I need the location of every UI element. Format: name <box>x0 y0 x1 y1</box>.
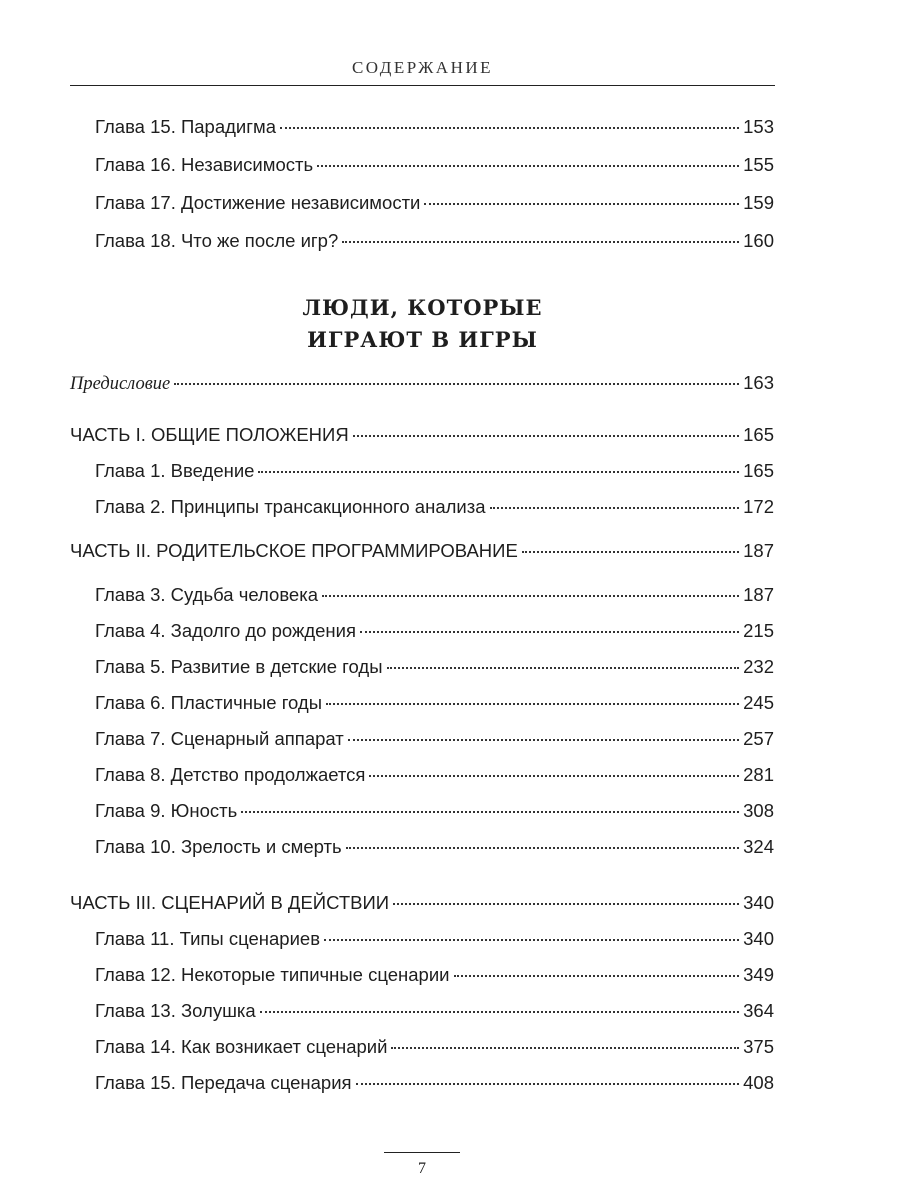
entry-title: Глава 1. Введение <box>95 460 255 481</box>
dot-leader <box>317 165 739 167</box>
dot-leader <box>280 127 739 129</box>
entry-title: Глава 8. Детство продолжается <box>95 764 366 785</box>
dot-leader <box>326 703 739 705</box>
dot-leader <box>391 1047 739 1049</box>
entry-page-number: 155 <box>743 154 774 175</box>
toc-entry-chapter <box>95 192 774 226</box>
book-title <box>70 292 775 356</box>
entry-page-number: 257 <box>743 728 774 749</box>
toc-entry-chapter <box>95 836 774 870</box>
toc-entry-chapter <box>95 620 774 654</box>
entry-page-number: 159 <box>743 192 774 213</box>
entry-page-number: 349 <box>743 964 774 985</box>
entry-page-number: 172 <box>743 496 774 517</box>
entry-title: Глава 15. Парадигма <box>95 116 277 137</box>
dot-leader <box>342 241 739 243</box>
dot-leader <box>387 667 740 669</box>
running-head: СОДЕРЖАНИЕ <box>351 58 494 77</box>
toc-entry-chapter <box>95 154 774 188</box>
toc-entry-chapter <box>95 728 774 762</box>
entry-title: Глава 9. Юность <box>95 800 238 821</box>
entry-page-number: 153 <box>743 116 774 137</box>
toc-entry-part <box>70 540 774 574</box>
toc-entry-preface <box>70 372 774 406</box>
entry-page-number: 165 <box>743 424 774 445</box>
page-number: 7 <box>418 1160 426 1177</box>
dot-leader <box>393 903 739 905</box>
entry-title: Глава 4. Задолго до рождения <box>95 620 357 641</box>
entry-page-number: 281 <box>743 764 774 785</box>
dot-leader <box>356 1083 740 1085</box>
toc-entry-chapter <box>95 928 774 962</box>
toc-entry-chapter <box>95 1000 774 1034</box>
dot-leader <box>260 1011 739 1013</box>
dot-leader <box>490 507 740 509</box>
toc-entry-chapter <box>95 460 774 494</box>
entry-page-number: 324 <box>743 836 774 857</box>
header-rule <box>70 85 775 86</box>
entry-page-number: 245 <box>743 692 774 713</box>
toc-entry-chapter <box>95 692 774 726</box>
dot-leader <box>324 939 739 941</box>
dot-leader <box>424 203 739 205</box>
toc-entry-part <box>70 424 774 458</box>
entry-title: Глава 14. Как возникает сценарий <box>95 1036 388 1057</box>
entry-title: Глава 16. Независимость <box>95 154 314 175</box>
dot-leader <box>258 471 739 473</box>
entry-title: Глава 7. Сценарный аппарат <box>95 728 344 749</box>
toc-entry-chapter <box>95 116 774 150</box>
toc-entry-chapter <box>95 230 774 264</box>
entry-title: Глава 5. Развитие в детские годы <box>95 656 383 677</box>
toc-entry-chapter <box>95 800 774 834</box>
entry-page-number: 165 <box>743 460 774 481</box>
dot-leader <box>322 595 739 597</box>
entry-title: Глава 17. Достижение независимости <box>95 192 421 213</box>
entry-title: Глава 3. Судьба человека <box>95 584 319 605</box>
entry-title: Глава 12. Некоторые типичные сценарии <box>95 964 450 985</box>
entry-title: ЧАСТЬ I. ОБЩИЕ ПОЛОЖЕНИЯ <box>70 424 349 445</box>
entry-page-number: 232 <box>743 656 774 677</box>
footer-rule <box>384 1152 460 1153</box>
toc-entry-chapter <box>95 964 774 998</box>
entry-page-number: 187 <box>743 540 774 561</box>
toc-entry-chapter <box>95 1072 774 1106</box>
entry-title: Глава 6. Пластичные годы <box>95 692 323 713</box>
dot-leader <box>454 975 740 977</box>
entry-page-number: 215 <box>743 620 774 641</box>
toc-entry-chapter <box>95 584 774 618</box>
toc-entry-chapter <box>95 656 774 690</box>
dot-leader <box>353 435 739 437</box>
toc-entry-chapter <box>95 1036 774 1070</box>
entry-title: Глава 11. Типы сценариев <box>95 928 321 949</box>
dot-leader <box>174 383 739 385</box>
entry-page-number: 340 <box>743 928 774 949</box>
toc-entry-chapter <box>95 496 774 530</box>
entry-page-number: 375 <box>743 1036 774 1057</box>
dot-leader <box>369 775 739 777</box>
entry-page-number: 364 <box>743 1000 774 1021</box>
entry-page-number: 408 <box>743 1072 774 1093</box>
toc-entry-chapter <box>95 764 774 798</box>
toc-entry-part <box>70 892 774 926</box>
entry-page-number: 308 <box>743 800 774 821</box>
entry-title: Глава 2. Принципы трансакционного анализа <box>95 496 486 517</box>
entry-page-number: 340 <box>743 892 774 913</box>
entry-title: Предисловие <box>70 374 171 394</box>
dot-leader <box>360 631 739 633</box>
entry-page-number: 163 <box>743 372 774 393</box>
entry-title: ЧАСТЬ III. СЦЕНАРИЙ В ДЕЙСТВИИ <box>70 892 390 913</box>
dot-leader <box>348 739 739 741</box>
book-title-line-2: ИГРАЮТ В ИГРЫ <box>307 327 538 352</box>
entry-title: ЧАСТЬ II. РОДИТЕЛЬСКОЕ ПРОГРАММИРОВАНИЕ <box>70 540 518 561</box>
dot-leader <box>522 551 739 553</box>
entry-page-number: 160 <box>743 230 774 251</box>
dot-leader <box>346 847 740 849</box>
entry-title: Глава 10. Зрелость и смерть <box>95 836 342 857</box>
dot-leader <box>241 811 739 813</box>
entry-title: Глава 15. Передача сценария <box>95 1072 352 1093</box>
entry-title: Глава 13. Золушка <box>95 1000 256 1021</box>
entry-page-number: 187 <box>743 584 774 605</box>
book-title-line-1: ЛЮДИ, КОТОРЫЕ <box>302 295 543 320</box>
entry-title: Глава 18. Что же после игр? <box>95 230 339 251</box>
